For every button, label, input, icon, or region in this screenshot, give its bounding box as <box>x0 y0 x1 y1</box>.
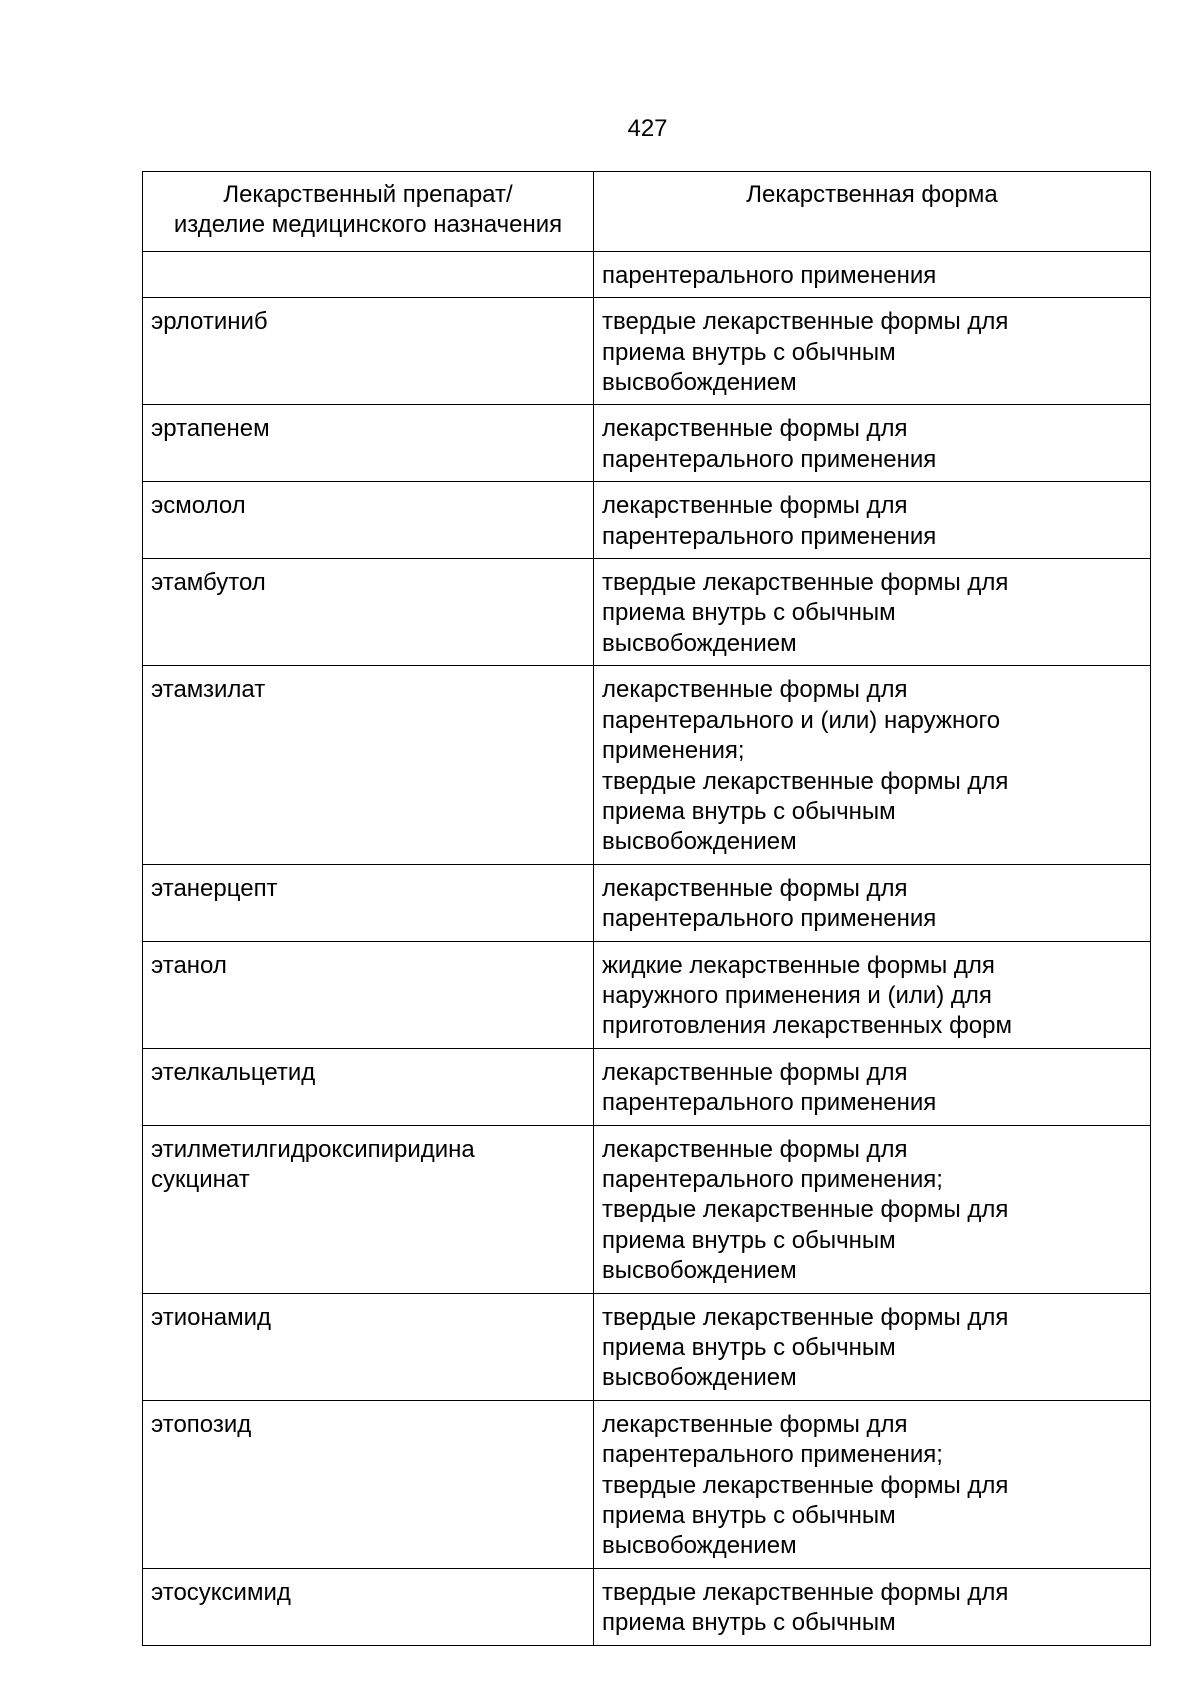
dosage-form-line: лекарственные формы для <box>602 1058 908 1086</box>
table-row <box>143 559 1151 666</box>
dosage-form-line: жидкие лекарственные формы для <box>602 951 995 979</box>
drug-name-line: эртапенем <box>151 415 270 443</box>
dosage-form-line: приема внутрь с обычным <box>602 599 896 627</box>
dosage-form-line: твердые лекарственные формы для <box>602 1196 1009 1224</box>
table-row <box>143 1048 1151 1125</box>
table-row <box>143 251 1151 297</box>
dosage-form-line: парентерального применения <box>602 522 937 550</box>
drug-name-line: этилметилгидроксипиридина <box>151 1135 475 1163</box>
dosage-form-line: парентерального применения <box>602 445 937 473</box>
drug-name-line: эрлотиниб <box>151 308 268 336</box>
table-row <box>143 1125 1151 1293</box>
dosage-form-line: лекарственные формы для <box>602 492 908 520</box>
dosage-form-line: лекарственные формы для <box>602 874 908 902</box>
dosage-form-line: приема внутрь с обычным <box>602 1502 896 1530</box>
drug-name-cell <box>143 298 594 405</box>
dosage-form-line: высвобождением <box>602 1257 797 1285</box>
dosage-form-cell <box>594 298 1151 405</box>
drug-name-line: этанол <box>151 951 227 979</box>
dosage-form-line: применения; <box>602 737 745 765</box>
dosage-form-line: приема внутрь с обычным <box>602 1334 896 1361</box>
table-row <box>143 298 1151 405</box>
dosage-form-cell <box>594 666 1151 864</box>
dosage-form-line: приема внутрь с обычным <box>602 797 896 825</box>
page-number: 427 <box>627 115 668 142</box>
header-line: изделие медицинского назначения <box>173 211 563 239</box>
table-row <box>143 405 1151 482</box>
dosage-form-line: парентерального применения; <box>602 1441 943 1469</box>
dosage-form-cell <box>594 405 1151 482</box>
header-line: Лекарственный препарат/ <box>223 181 513 208</box>
dosage-form-line: парентерального применения <box>602 261 937 289</box>
dosage-form-line: твердые лекарственные формы для <box>602 1471 1009 1499</box>
dosage-form-cell <box>594 1125 1151 1293</box>
drug-name-cell <box>143 1568 594 1645</box>
drug-name-cell <box>143 1400 594 1568</box>
drug-name-cell <box>143 405 594 482</box>
dosage-form-line: твердые лекарственные формы для <box>602 1578 1009 1606</box>
drug-name-line: этелкальцетид <box>151 1058 316 1086</box>
dosage-form-line: твердые лекарственные формы для <box>602 1303 1009 1331</box>
dosage-form-line: приема внутрь с обычным <box>602 1609 896 1637</box>
dosage-form-line: лекарственные формы для <box>602 1410 908 1438</box>
drug-name-cell <box>143 666 594 864</box>
drug-name-cell <box>143 1048 594 1125</box>
drug-table <box>142 171 1151 1646</box>
dosage-form-line: твердые лекарственные формы для <box>602 308 1009 336</box>
header-dosage-form <box>594 172 1151 252</box>
header-drug-name <box>143 172 594 252</box>
dosage-form-line: высвобождением <box>602 369 797 397</box>
table-row <box>143 864 1151 941</box>
drug-name-cell <box>143 941 594 1048</box>
dosage-form-line: парентерального и (или) наружного <box>602 706 1001 734</box>
table-row <box>143 482 1151 559</box>
table-row <box>143 1293 1151 1400</box>
dosage-form-line: лекарственные формы для <box>602 415 908 443</box>
dosage-form-cell <box>594 482 1151 559</box>
dosage-form-line: лекарственные формы для <box>602 676 908 704</box>
dosage-form-line: приема внутрь с обычным <box>602 338 896 366</box>
dosage-form-cell <box>594 941 1151 1048</box>
dosage-form-cell <box>594 1568 1151 1645</box>
drug-name-line: этамзилат <box>151 676 266 704</box>
dosage-form-line: лекарственные формы для <box>602 1135 908 1163</box>
dosage-form-line: приготовления лекарственных форм <box>602 1012 1013 1040</box>
dosage-form-cell <box>594 1048 1151 1125</box>
table-header-row <box>143 172 1151 252</box>
drug-name-cell <box>143 251 594 297</box>
drug-name-line: этамбутол <box>151 569 266 597</box>
dosage-form-line: парентерального применения <box>602 905 937 933</box>
drug-name-cell <box>143 482 594 559</box>
dosage-form-line: твердые лекарственные формы для <box>602 569 1009 597</box>
drug-name-line: сукцинат <box>151 1165 250 1193</box>
dosage-form-cell <box>594 1400 1151 1568</box>
drug-name-line: этопозид <box>151 1410 252 1438</box>
drug-name-cell <box>143 1125 594 1293</box>
dosage-form-line: твердые лекарственные формы для <box>602 767 1009 795</box>
dosage-form-line: высвобождением <box>602 1532 797 1560</box>
dosage-form-line: высвобождением <box>602 1364 797 1392</box>
table-row <box>143 1568 1151 1645</box>
table-row <box>143 1400 1151 1568</box>
dosage-form-line: высвобождением <box>602 828 797 856</box>
dosage-form-line: наружного применения и (или) для <box>602 981 992 1009</box>
header-line: Лекарственная форма <box>746 181 998 208</box>
table-row <box>143 941 1151 1048</box>
dosage-form-line: высвобождением <box>602 629 797 657</box>
table-row <box>143 666 1151 864</box>
drug-name-line: этионамид <box>151 1303 271 1331</box>
table-body <box>143 251 1151 1645</box>
dosage-form-cell <box>594 251 1151 297</box>
drug-name-line: этанерцепт <box>151 874 278 902</box>
dosage-form-cell <box>594 864 1151 941</box>
dosage-form-line: приема внутрь с обычным <box>602 1226 896 1254</box>
drug-name-line: эсмолол <box>151 492 246 520</box>
dosage-form-cell <box>594 559 1151 666</box>
dosage-form-cell <box>594 1293 1151 1400</box>
dosage-form-line: парентерального применения; <box>602 1165 943 1193</box>
drug-name-cell <box>143 1293 594 1400</box>
drug-name-line: этосуксимид <box>151 1578 291 1606</box>
drug-name-cell <box>143 559 594 666</box>
drug-name-cell <box>143 864 594 941</box>
dosage-form-line: парентерального применения <box>602 1089 937 1117</box>
